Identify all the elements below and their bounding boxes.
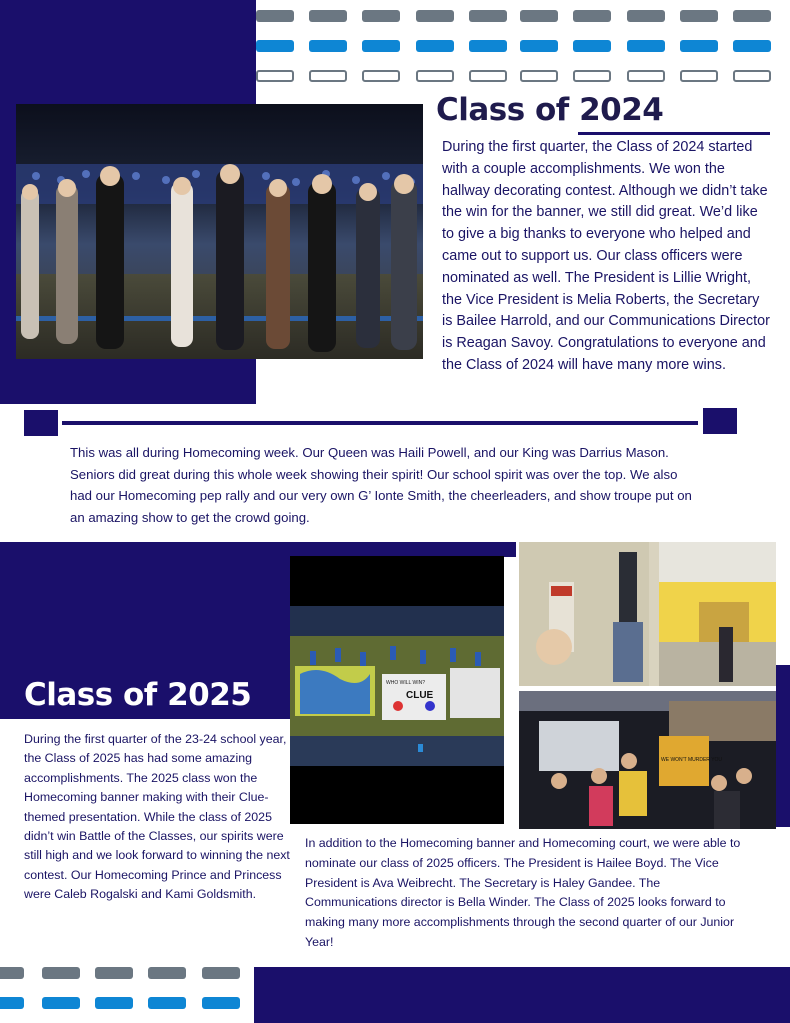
pill-decor bbox=[42, 997, 80, 1009]
hallway-photo-graphic bbox=[519, 542, 776, 686]
pill-decor bbox=[42, 967, 80, 979]
pill-decor bbox=[416, 40, 454, 52]
class-2025-paragraph: During the first quarter of the 23-24 school year, the Class of 2025 has had some amazing accomplishments. The 2025 class won the Homecoming banner making with their Clue-themed presentation. While the class of 2025 didn’t win Battle of the Classes, our spirits were still high and we look forward to winning the next contest. Our Homecoming Prince and Princess were Caleb Rogalski and Kami Goldsmith. bbox=[24, 732, 290, 902]
pill-decor bbox=[627, 40, 665, 52]
pill-decor bbox=[362, 40, 400, 52]
pill-decor bbox=[256, 10, 294, 22]
court-photo-graphic bbox=[16, 104, 423, 359]
pill-decor bbox=[148, 967, 186, 979]
banner-photo-graphic bbox=[290, 556, 504, 824]
class-2024-paragraph: During the first quarter, the Class of 2024 started with a couple accomplishments. We won the hallway decorating contest. Although we didn’t take the win for the banner, we still did great. We’d like to give a big thanks to everyone who helped and came out to support us. Our class officers were nominated as well. The President is Lillie Wright, the Vice President is Melia Roberts, the Secretary is Bailee Harrold, and our Communications Director is Reagan Savoy. Congratulations to everyone and the Class of 2024 will have many more wins. bbox=[442, 139, 770, 373]
class-2025-title: Class of 2025 bbox=[24, 677, 252, 713]
homecoming-paragraph: This was all during Homecoming week. Our Queen was Haili Powell, and our King was Darrius Mason. Seniors did great during this whole week showing their spirit! Our school spirit was over the top. We also had our Homecoming pep rally and our very own G’ Ionte Smith, the cheerleaders, and show troupe put on an amazing show to get the crowd going. bbox=[70, 445, 692, 525]
pill-decor bbox=[256, 70, 294, 82]
pill-decor bbox=[309, 70, 347, 82]
pill-decor bbox=[573, 70, 611, 82]
right-edge-navy bbox=[776, 665, 790, 827]
class-2025-officers-paragraph: In addition to the Homecoming banner and Homecoming court, we were able to nominate our class of 2025 officers. The President is Hailee Boyd. The Vice President is Ava Weibrecht. The Secretary is Haley Gandee. The Communications director is Bella Winder. The Class of 2025 looks forward to making many more accomplishments through the second quarter of our Junior Year! bbox=[305, 836, 741, 949]
hallway-decorating-photo bbox=[519, 542, 776, 686]
pill-decor bbox=[733, 70, 771, 82]
trunk-or-treat-photo bbox=[519, 691, 776, 829]
pill-decor bbox=[680, 70, 718, 82]
title-underline bbox=[578, 132, 770, 135]
banner-clue-text: CLUE bbox=[406, 690, 434, 701]
pill-decor bbox=[680, 10, 718, 22]
pill-decor bbox=[627, 70, 665, 82]
pill-decor bbox=[362, 70, 400, 82]
pill-decor bbox=[148, 997, 186, 1009]
trunk-photo-graphic bbox=[519, 691, 776, 829]
pill-decor bbox=[520, 10, 558, 22]
trunk-sign-text: WE WON'T MURDER YOU bbox=[661, 757, 723, 763]
pill-decor bbox=[0, 997, 24, 1009]
homecoming-court-photo bbox=[16, 104, 423, 359]
pill-decor bbox=[256, 40, 294, 52]
banner-small-text: WHO WILL WIN? bbox=[386, 680, 425, 686]
pill-decor bbox=[469, 70, 507, 82]
pill-decor bbox=[202, 997, 240, 1009]
pill-decor bbox=[309, 40, 347, 52]
pill-decor bbox=[520, 40, 558, 52]
pill-decor bbox=[95, 967, 133, 979]
class-2025-strip bbox=[290, 542, 516, 557]
pill-decor bbox=[309, 10, 347, 22]
pill-decor bbox=[416, 70, 454, 82]
pill-decor bbox=[520, 70, 558, 82]
pill-decor bbox=[0, 967, 24, 979]
homecoming-banner-photo bbox=[290, 556, 504, 824]
pill-decor bbox=[95, 997, 133, 1009]
divider-square-left bbox=[24, 410, 58, 436]
divider-line bbox=[62, 421, 698, 425]
pill-decor bbox=[627, 10, 665, 22]
pill-decor bbox=[733, 10, 771, 22]
pill-decor bbox=[469, 10, 507, 22]
pill-decor bbox=[416, 10, 454, 22]
pill-decor bbox=[202, 967, 240, 979]
class-2024-title: Class of 2024 bbox=[436, 92, 664, 128]
pill-decor bbox=[469, 40, 507, 52]
pill-decor bbox=[733, 40, 771, 52]
pill-decor bbox=[573, 10, 611, 22]
pill-decor bbox=[680, 40, 718, 52]
divider-square-right bbox=[703, 408, 737, 434]
pill-decor bbox=[362, 10, 400, 22]
bottom-right-navy-block bbox=[254, 967, 790, 1023]
pill-decor bbox=[573, 40, 611, 52]
